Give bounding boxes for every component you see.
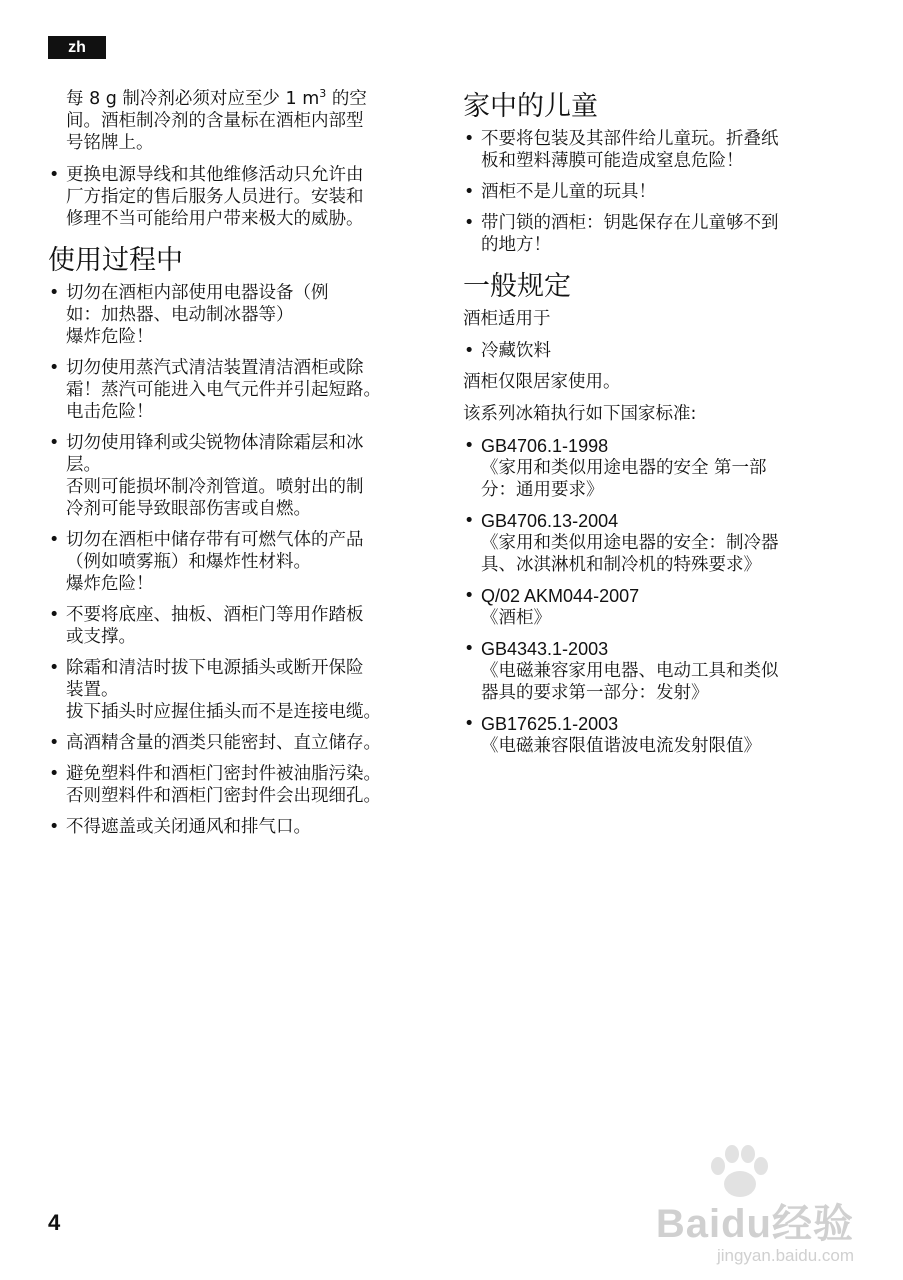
standard-item <box>463 435 855 501</box>
standard-item <box>463 713 855 757</box>
page-number: 4 <box>48 1210 61 1235</box>
children-list-item-line: • 不要将包装及其部件给儿童玩。折叠纸 <box>481 129 779 149</box>
standard-code: • GB4706.13-2004 <box>481 511 619 531</box>
standard-code: • GB4343.1-2003 <box>481 639 609 659</box>
standard-title-line: 《酒柜》 <box>481 608 551 628</box>
intro-list-item-line: • 更换电源导线和其他维修活动只允许由 <box>66 165 364 185</box>
usage-list-item <box>48 763 440 807</box>
usage-list-item-line: • 切勿在酒柜内部使用电器设备（例 <box>66 283 329 303</box>
intro-list-item-line: 修理不当可能给用户带来极大的威胁。 <box>66 209 364 229</box>
usage-list-item-line: • 切勿使用蒸汽式清洁装置清洁酒柜或除 <box>66 358 364 378</box>
intro-list <box>48 164 440 230</box>
intro-list-item <box>48 164 440 230</box>
usage-list-item <box>48 604 440 648</box>
usage-list-item-line: 霜！蒸汽可能进入电气元件并引起短路。 <box>66 380 381 400</box>
usage-list <box>48 282 440 838</box>
usage-list-item-line: 拔下插头时应握住插头而不是连接电缆。 <box>66 702 381 722</box>
children-list-item-line: 板和塑料薄膜可能造成窒息危险！ <box>481 151 744 171</box>
usage-list-item-line: • 避免塑料件和酒柜门密封件被油脂污染。 <box>66 764 381 784</box>
superscript-3: 3 <box>319 87 327 101</box>
usage-list-item-line: （例如喷雾瓶）和爆炸性材料。 <box>66 552 311 572</box>
usage-list-item-line: 冷剂可能导致眼部伤害或自燃。 <box>66 499 311 519</box>
usage-list-item <box>48 432 440 520</box>
standard-item <box>463 510 855 576</box>
intro-line-1: 每 8 g 制冷剂必须对应至少 1 $m^3$ 的空 <box>66 87 367 109</box>
intro-line-2: 间。酒柜制冷剂的含量标在酒柜内部型 <box>66 111 364 131</box>
left-column <box>48 88 440 847</box>
standard-code: • GB4706.1-1998 <box>481 436 609 456</box>
section-heading-general: 一般规定 <box>463 271 571 302</box>
standard-title-line: 具、冰淇淋机和制冷机的特殊要求》 <box>481 555 761 575</box>
standard-title-line: 《电磁兼容家用电器、电动工具和类似 <box>481 661 779 681</box>
applies-list-item: • 冷藏饮料 <box>463 340 855 362</box>
standard-title-line: 《家用和类似用途电器的安全：制冷器 <box>481 533 779 553</box>
household-only-text: 酒柜仅限居家使用。 <box>463 372 621 392</box>
section-heading-children: 家中的儿童 <box>463 91 598 122</box>
paw-icon <box>704 1144 774 1204</box>
section-heading-in-use: 使用过程中 <box>48 245 183 276</box>
usage-list-item-line: • 不得遮盖或关闭通风和排气口。 <box>66 817 311 837</box>
applies-to-text: 酒柜适用于 <box>463 309 551 329</box>
watermark-url: jingyan.baidu.com <box>716 1246 854 1265</box>
standards-intro-text: 该系列冰箱执行如下国家标准: <box>463 404 697 424</box>
watermark-logo: Baidu经验 <box>655 1202 854 1246</box>
standard-title-line: 《家用和类似用途电器的安全 第一部 <box>481 458 767 478</box>
language-tag: zh <box>48 36 106 59</box>
usage-list-item-line: • 不要将底座、抽板、酒柜门等用作踏板 <box>66 605 364 625</box>
usage-list-item-line: 层。 <box>66 455 101 475</box>
usage-list-item-line: 爆炸危险！ <box>66 574 154 594</box>
right-column <box>463 88 855 766</box>
standard-item <box>463 638 855 704</box>
children-list-item <box>463 212 855 256</box>
children-list <box>463 128 855 256</box>
children-list-item-line: • 带门锁的酒柜：钥匙保存在儿童够不到 <box>481 213 779 233</box>
usage-list-item <box>48 282 440 348</box>
standards-list <box>463 435 855 757</box>
intro-line-3: 号铭牌上。 <box>66 133 154 153</box>
children-list-item-line: 的地方！ <box>481 235 551 255</box>
usage-list-item <box>48 357 440 423</box>
usage-list-item <box>48 529 440 595</box>
children-list-item <box>463 128 855 172</box>
usage-list-item-line: 如：加热器、电动制冰器等） <box>66 305 294 325</box>
standard-title-line: 《电磁兼容限值谐波电流发射限值》 <box>481 736 761 756</box>
usage-list-item-line: • 切勿使用锋利或尖锐物体清除霜层和冰 <box>66 433 364 453</box>
usage-list-item <box>48 732 440 754</box>
usage-list-item-line: 装置。 <box>66 680 119 700</box>
usage-list-item-line: • 高酒精含量的酒类只能密封、直立储存。 <box>66 733 381 753</box>
usage-list-item-line: 或支撑。 <box>66 627 136 647</box>
standard-title-line: 器具的要求第一部分：发射》 <box>481 683 709 703</box>
intro-list-item-line: 厂方指定的售后服务人员进行。安装和 <box>66 187 364 207</box>
children-list-item-line: • 酒柜不是儿童的玩具！ <box>481 182 656 202</box>
baidu-watermark <box>640 1150 870 1265</box>
usage-list-item-line: • 切勿在酒柜中储存带有可燃气体的产品 <box>66 530 364 550</box>
usage-list-item <box>48 657 440 723</box>
applies-list <box>463 340 855 362</box>
usage-list-item-line: 否则可能损坏制冷剂管道。喷射出的制 <box>66 477 364 497</box>
usage-list-item-line: 否则塑料件和酒柜门密封件会出现细孔。 <box>66 786 381 806</box>
usage-list-item-line: • 除霜和清洁时拔下电源插头或断开保险 <box>66 658 364 678</box>
standard-title-line: 分：通用要求》 <box>481 480 604 500</box>
intro-paragraph <box>48 88 440 154</box>
usage-list-item-line: 爆炸危险！ <box>66 327 154 347</box>
standard-code: • GB17625.1-2003 <box>481 714 619 734</box>
usage-list-item-line: 电击危险！ <box>66 402 154 422</box>
standard-item <box>463 585 855 629</box>
standard-code: • Q/02 AKM044-2007 <box>481 586 640 606</box>
usage-list-item <box>48 816 440 838</box>
children-list-item <box>463 181 855 203</box>
